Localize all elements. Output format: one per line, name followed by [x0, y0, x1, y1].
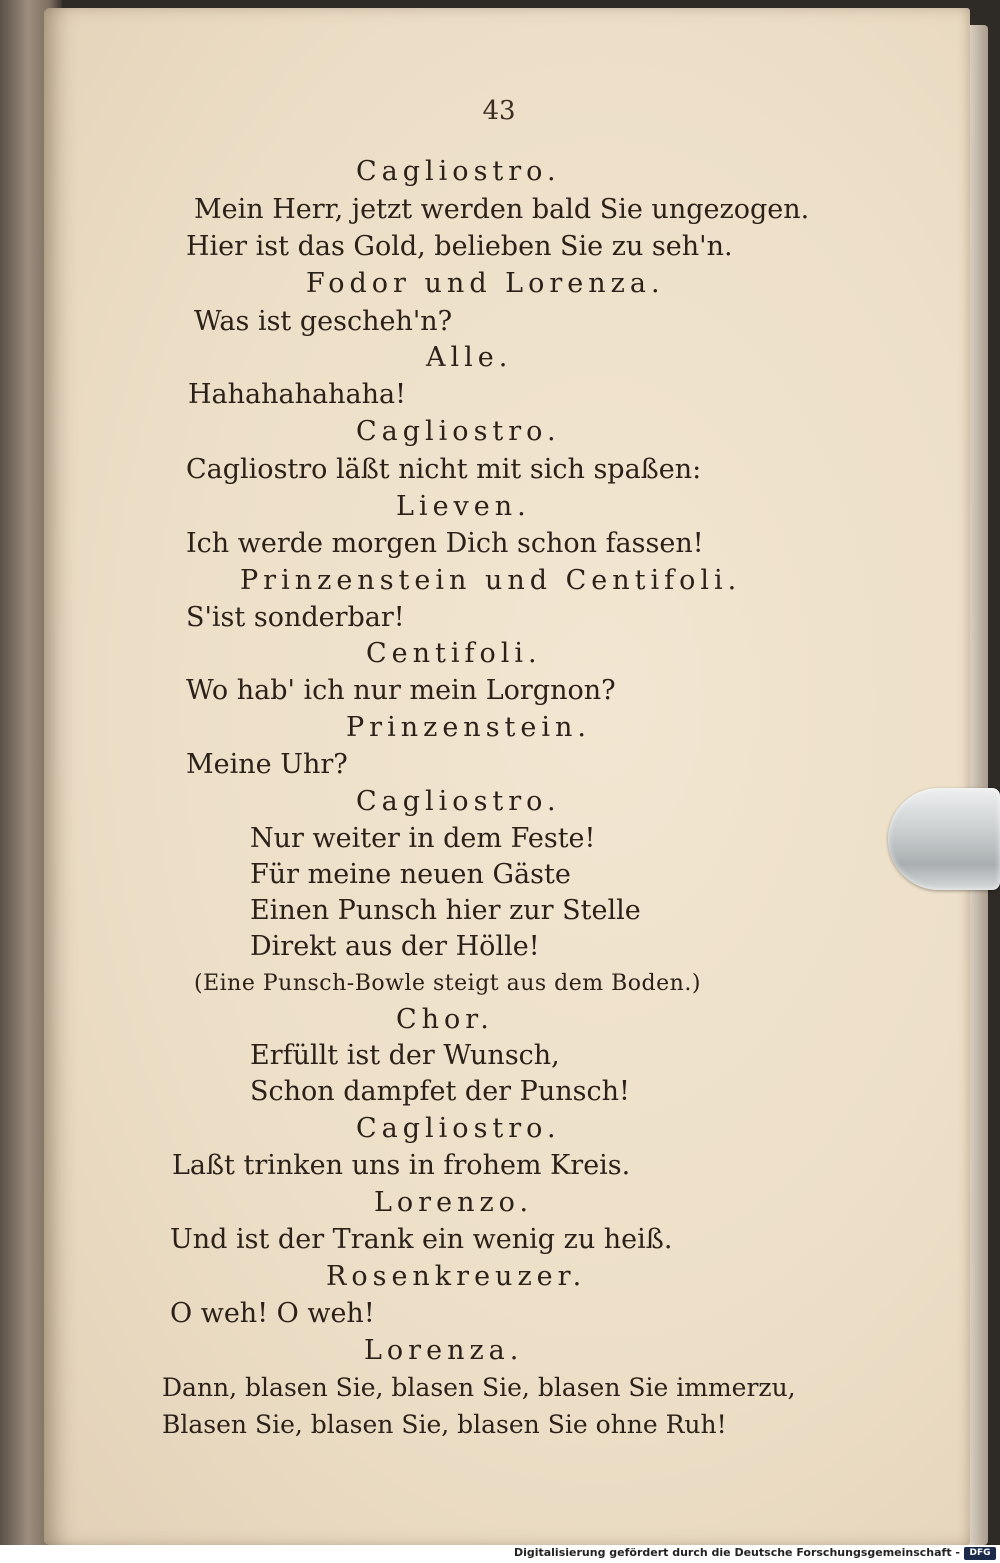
- verse-line: Wo hab' ich nur mein Lorgnon?: [186, 675, 616, 706]
- verse-line: Einen Punsch hier zur Stelle: [250, 895, 641, 926]
- verse-line: Meine Uhr?: [186, 749, 348, 780]
- verse-line: Laßt trinken uns in frohem Kreis.: [172, 1150, 631, 1181]
- book-page: [44, 8, 970, 1545]
- speaker-name: Prinzenstein und Centifoli.: [240, 565, 742, 596]
- verse-line: Was ist gescheh'n?: [194, 306, 453, 337]
- verse-line: Dann, blasen Sie, blasen Sie, blasen Sie immerzu,: [162, 1373, 796, 1402]
- verse-line: Ich werde morgen Dich schon fassen!: [186, 528, 704, 559]
- speaker-name: Cagliostro.: [356, 1113, 561, 1144]
- verse-line: Schon dampfet der Punsch!: [250, 1076, 630, 1107]
- speaker-name: Fodor und Lorenza.: [306, 268, 665, 299]
- funding-credit: Digitalisierung gefördert durch die Deutsche Forschungsgemeinschaft -: [513, 1546, 960, 1559]
- speaker-name: Lieven.: [396, 491, 531, 522]
- speaker-name: Cagliostro.: [356, 156, 561, 187]
- speaker-name: Cagliostro.: [356, 416, 561, 447]
- verse-line: Mein Herr, jetzt werden bald Sie ungezogen.: [194, 194, 810, 225]
- verse-line: Direkt aus der Hölle!: [250, 931, 540, 962]
- verse-line: Hier ist das Gold, belieben Sie zu seh'n.: [186, 231, 733, 262]
- speaker-name: Cagliostro.: [356, 786, 561, 817]
- speaker-name: Alle.: [426, 342, 513, 373]
- verse-line: Erfüllt ist der Wunsch,: [250, 1040, 560, 1071]
- verse-line: Nur weiter in dem Feste!: [250, 823, 596, 854]
- speaker-name: Lorenzo.: [374, 1187, 534, 1218]
- speaker-name: Prinzenstein.: [346, 712, 591, 743]
- speaker-name: Lorenza.: [364, 1335, 524, 1366]
- verse-line: Hahahahahaha!: [188, 379, 406, 410]
- stage-direction: (Eine Punsch-Bowle steigt aus dem Boden.): [194, 971, 701, 996]
- verse-line: Und ist der Trank ein wenig zu heiß.: [170, 1224, 673, 1255]
- verse-line: O weh! O weh!: [170, 1298, 375, 1329]
- speaker-name: Centifoli.: [366, 638, 542, 669]
- page-number: 43: [482, 96, 516, 126]
- verse-line: S'ist sonderbar!: [186, 602, 405, 633]
- verse-line: Cagliostro läßt nicht mit sich spaßen:: [186, 454, 702, 485]
- dfg-logo: DFG: [964, 1547, 996, 1560]
- plastic-page-clip: [888, 788, 1000, 890]
- verse-line: Blasen Sie, blasen Sie, blasen Sie ohne Ruh!: [162, 1410, 727, 1439]
- verse-line: Für meine neuen Gäste: [250, 859, 571, 890]
- speaker-name: Chor.: [396, 1004, 494, 1035]
- speaker-name: Rosenkreuzer.: [326, 1261, 587, 1292]
- digitization-footer: [0, 1545, 1000, 1563]
